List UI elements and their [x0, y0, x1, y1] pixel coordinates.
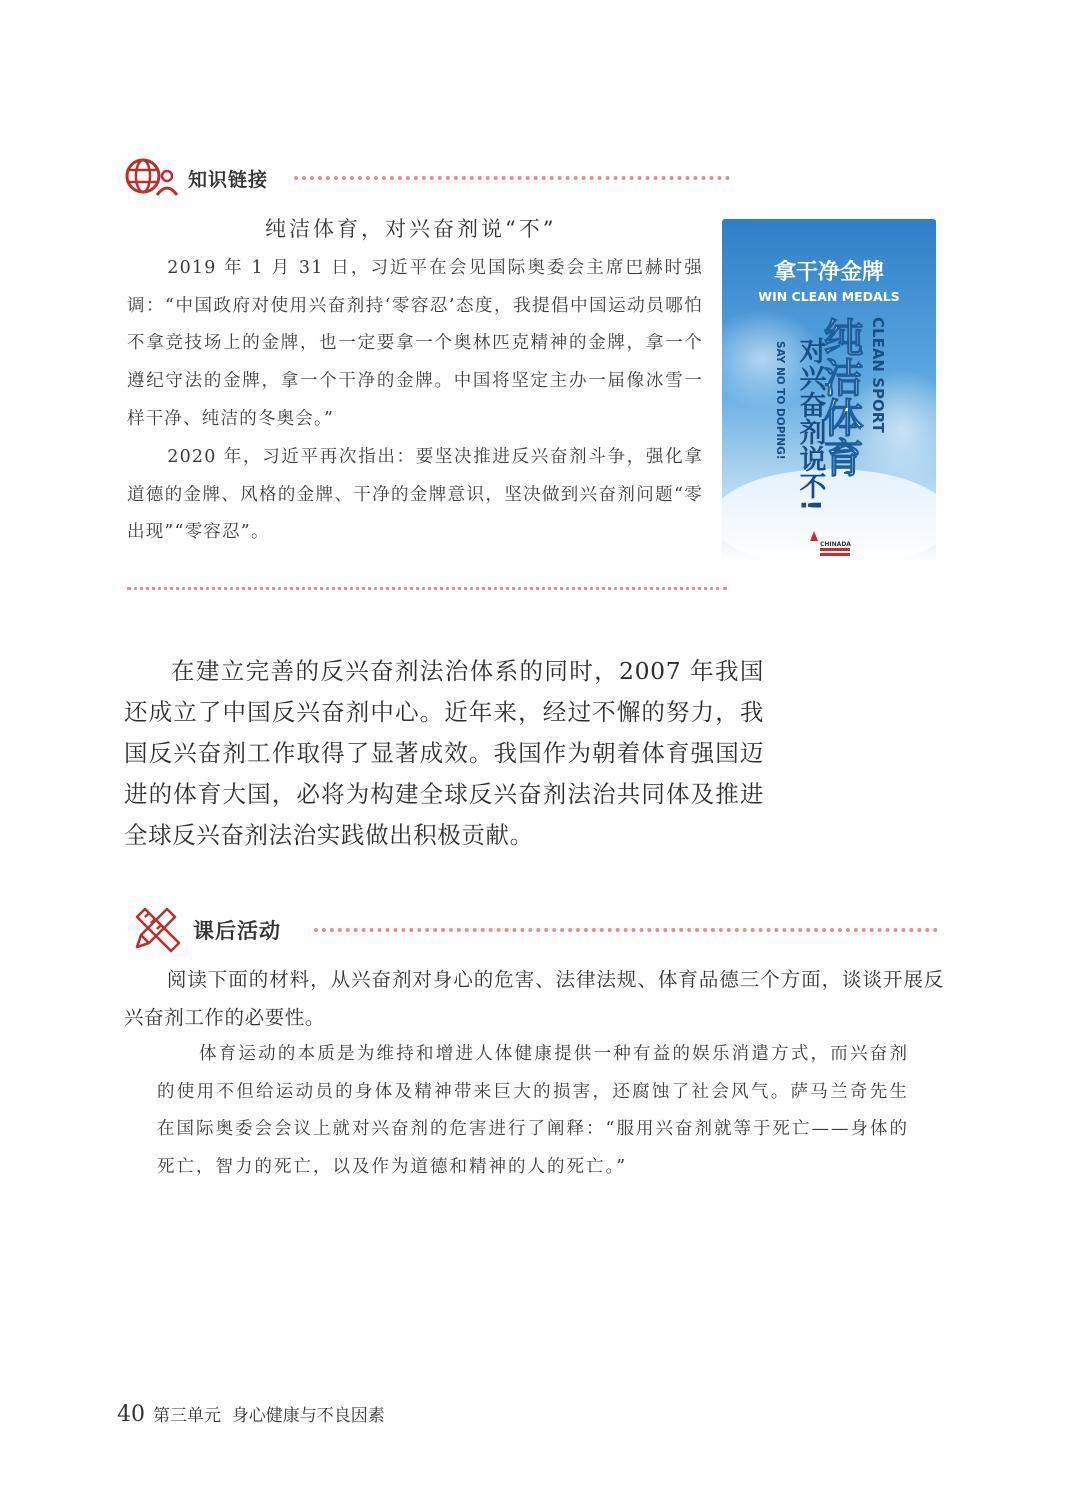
knowledge-link-paragraph: 2019 年 1 月 31 日，习近平在会见国际奥委会主席巴赫时强调：“中国政府对使用兴奋剂持‘零容忍’态度，我提倡中国运动员哪怕不拿竞技场上的金牌，也一定要拿一个奥林匹克精神的金牌，拿一个遵纪守法的金牌，拿一个干净的金牌。中国将坚定主办一届像冰雪一样干净、纯洁的冬奥会。”	[127, 258, 703, 429]
page-number: 40	[117, 1402, 145, 1427]
globe-person-icon	[124, 155, 180, 201]
poster-logo-text: CHINADA	[820, 541, 851, 548]
anti-doping-poster	[722, 219, 936, 564]
main-paragraph: 在建立完善的反兴奋剂法治体系的同时，2007 年我国还成立了中国反兴奋剂中心。近年来，经过不懈的努力，我国反兴奋剂工作取得了显著成效。我国作为朝着体育强国迈进的体育大国，必将为构建全球反兴奋剂法治共同体及推进全球反兴奋剂法治实践做出积极贡献。	[124, 657, 764, 849]
poster-headline-en: WIN CLEAN MEDALS	[758, 289, 900, 304]
poster-headline-cn: 拿干净金牌	[773, 260, 885, 285]
knowledge-link-header	[124, 155, 268, 201]
knowledge-link-paragraph: 2020 年，习近平再次指出：要坚决推进反兴奋剂斗争，强化拿道德的金牌、风格的金牌、干净的金牌意识，坚决做到兴奋剂问题“零出现”“零容忍”。	[127, 447, 703, 543]
after-class-heading: 课后活动	[193, 919, 281, 943]
poster-big-text-cn: 纯洁体育	[817, 317, 863, 477]
page-footer	[117, 1401, 385, 1427]
after-class-header	[131, 903, 281, 957]
pencil-ruler-icon	[131, 903, 185, 957]
poster-slogan-cn: 对兴奋剂说不!	[794, 337, 826, 512]
knowledge-link-divider-top	[294, 176, 730, 180]
unit-title: 第三单元 身心健康与不良因素	[153, 1406, 385, 1426]
after-class-divider	[314, 928, 938, 932]
poster-clean-sport: CLEAN SPORT	[869, 317, 887, 433]
knowledge-link-heading: 知识链接	[188, 168, 269, 191]
after-class-quote: 体育运动的本质是为维持和增进人体健康提供一种有益的娱乐消遣方式，而兴奋剂的使用不但给运动员的身体及精神带来巨大的损害，还腐蚀了社会风气。萨马兰奇先生在国际奥委会会议上就对兴奋剂的危害进行了阐释：“服用兴奋剂就等于死亡——身体的死亡，智力的死亡，以及作为道德和精神的人的死亡。”	[157, 1044, 909, 1177]
knowledge-link-title: 纯洁体育，对兴奋剂说“不”	[265, 217, 557, 241]
poster-slogan-en: SAY NO TO DOPING!	[774, 341, 786, 460]
knowledge-link-divider-bottom	[127, 587, 727, 590]
after-class-intro: 阅读下面的材料，从兴奋剂对身心的危害、法律法规、体育品德三个方面，谈谈开展反兴奋剂工作的必要性。	[124, 968, 944, 1029]
